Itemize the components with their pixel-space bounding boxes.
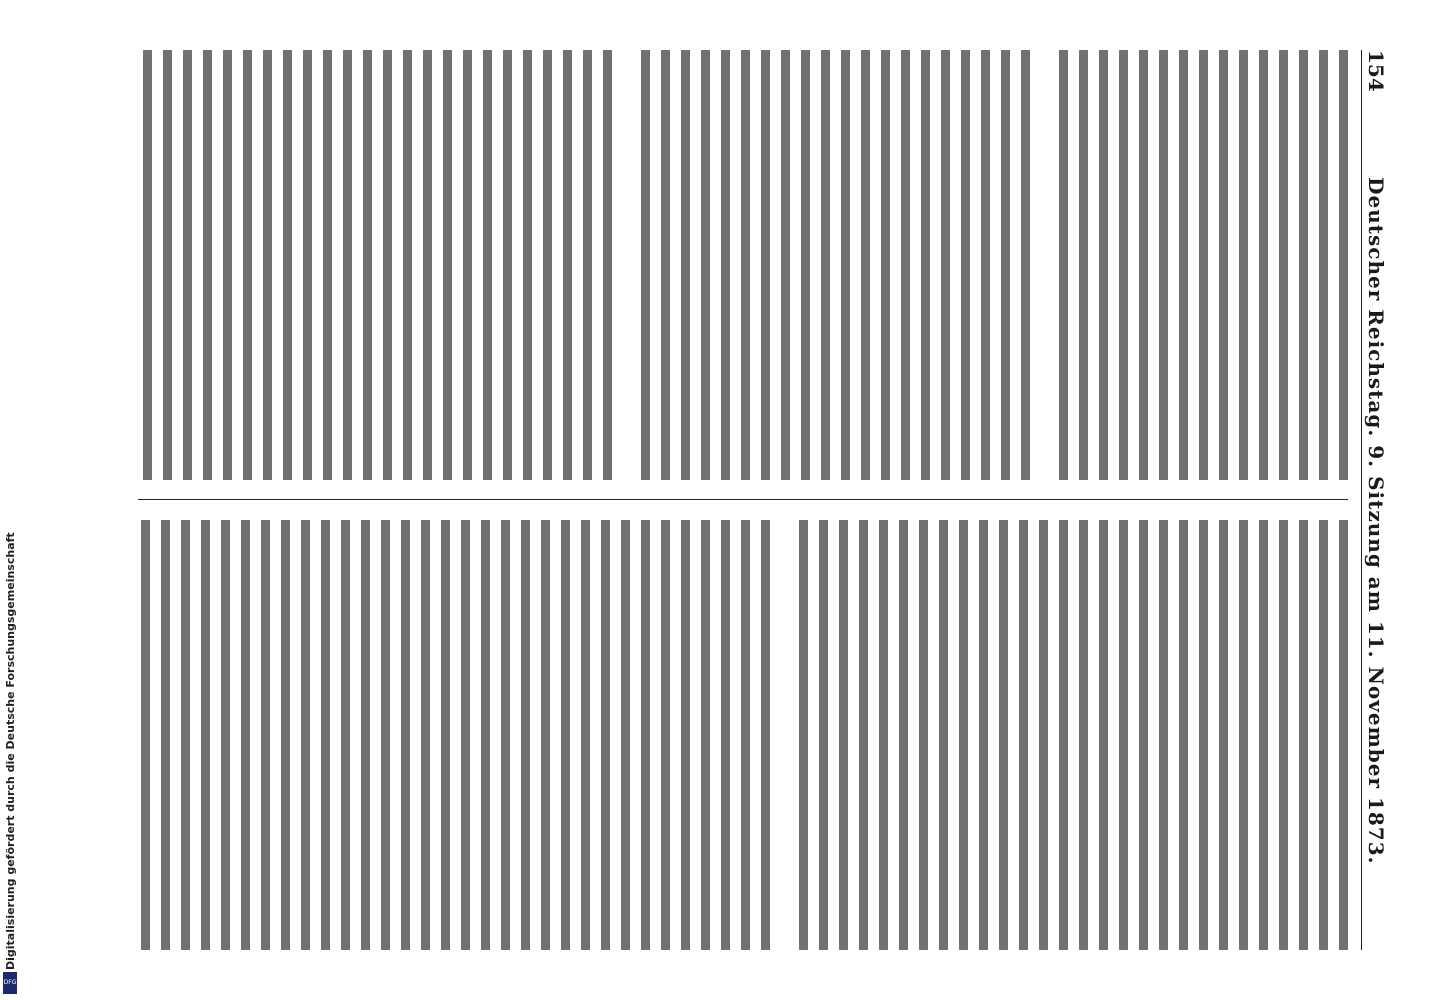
digitization-credit bbox=[4, 532, 22, 970]
text-block bbox=[138, 50, 612, 480]
text-block bbox=[138, 520, 770, 950]
column-right bbox=[138, 520, 1348, 950]
text-block bbox=[1048, 50, 1348, 480]
credit-text: Digitalisierung gefördert durch die Deutsche Forschungsgemeinschaft bbox=[4, 532, 17, 970]
column-left bbox=[138, 50, 1348, 480]
text-block bbox=[630, 50, 1030, 480]
page-content bbox=[116, 40, 1396, 960]
page-header bbox=[1361, 50, 1388, 950]
text-block bbox=[788, 520, 1348, 950]
column-divider bbox=[138, 499, 1348, 500]
text-columns bbox=[138, 50, 1348, 950]
page-number: 154 bbox=[1364, 50, 1388, 92]
dfg-logo-icon: DFG bbox=[3, 972, 17, 994]
header-title: Deutscher Reichstag. 9. Sitzung am 11. November 1873. bbox=[1364, 177, 1388, 865]
